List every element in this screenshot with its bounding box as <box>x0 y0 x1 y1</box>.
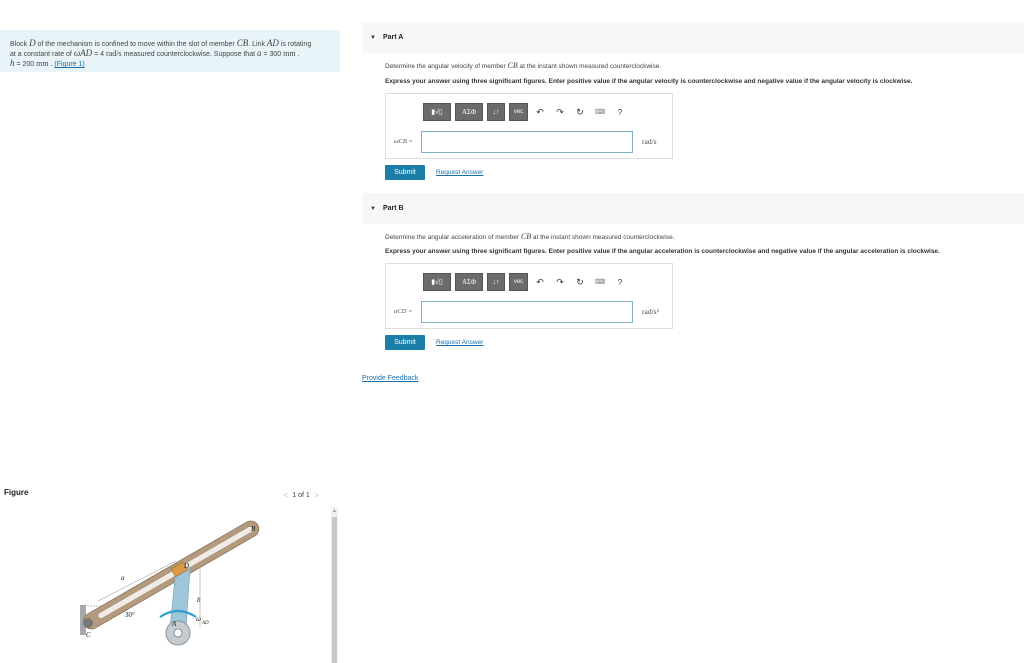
part-a-variable-label: ωCB = <box>394 138 413 145</box>
help-icon[interactable]: ? <box>617 277 623 287</box>
scroll-thumb[interactable] <box>332 517 337 663</box>
label-angle: 30° <box>125 611 135 619</box>
part-a-answer-input[interactable] <box>421 131 633 153</box>
pager-text: 1 of 1 <box>292 491 310 499</box>
part-b-math-toolbar <box>423 273 628 291</box>
scroll-up-icon[interactable]: ▲ <box>332 508 337 514</box>
collapse-triangle-icon: ▼ <box>370 205 376 212</box>
label-omega-sub: AD <box>202 621 209 626</box>
reset-icon[interactable]: ↻ <box>576 106 584 117</box>
undo-icon[interactable]: ↶ <box>536 106 544 117</box>
part-a-unit: rad/s <box>642 137 657 146</box>
part-a-header[interactable] <box>362 22 1024 53</box>
label-a-pin: A <box>172 620 177 628</box>
figure-link[interactable]: (Figure 1) <box>54 61 85 68</box>
greek-symbols-button[interactable]: ΑΣΦ <box>455 273 483 291</box>
label-omega: ω <box>196 615 201 623</box>
part-b-title: Part B <box>382 205 404 212</box>
subscript-superscript-button[interactable]: ↓↑ <box>487 273 505 291</box>
part-b-variable-label: αCD = <box>394 308 413 315</box>
mechanism-diagram <box>0 505 330 663</box>
greek-symbols-button[interactable]: ΑΣΦ <box>455 103 483 121</box>
part-b-submit-button[interactable]: Submit <box>385 335 425 350</box>
collapse-triangle-icon: ▼ <box>370 34 376 41</box>
redo-icon[interactable]: ↷ <box>556 276 564 287</box>
reset-icon[interactable]: ↻ <box>576 276 584 287</box>
part-a-question: Determine the angular velocity of member CB at the instant shown measured counterclockwise. <box>385 61 662 70</box>
pivot-a <box>174 629 182 637</box>
part-a-math-toolbar <box>423 103 628 121</box>
part-b-answer-input[interactable] <box>421 301 633 323</box>
part-a-answer-box <box>385 93 673 159</box>
label-b-dim: b <box>197 596 201 604</box>
part-b-instructions: Express your answer using three significant figures. Enter positive value if the angular acceleration is counterclockwise and negative value if the angular acceleration is clockwise. <box>385 248 940 255</box>
vector-button[interactable]: vec <box>509 273 528 291</box>
templates-button[interactable]: ▮√▯ <box>423 273 451 291</box>
figure-pager <box>283 490 319 500</box>
part-a-instructions: Express your answer using three significant figures. Enter positive value if the angular velocity is counterclockwise and negative value if the angular velocity is clockwise. <box>385 78 913 85</box>
mechanism-figure <box>0 505 330 663</box>
next-figure-button[interactable]: > <box>313 490 320 500</box>
label-c: C <box>86 631 91 639</box>
figure-header: Figure <box>4 488 29 497</box>
pin-c <box>83 618 93 628</box>
figure-scrollbar[interactable] <box>331 507 338 663</box>
label-b: B <box>251 525 256 533</box>
help-icon[interactable]: ? <box>617 107 623 117</box>
keyboard-icon[interactable]: ⌨ <box>594 279 606 286</box>
undo-icon[interactable]: ↶ <box>536 276 544 287</box>
part-b-answer-box <box>385 263 673 329</box>
part-a-request-answer-link[interactable]: Request Answer <box>436 169 484 176</box>
part-b-header[interactable] <box>362 193 1024 224</box>
redo-icon[interactable]: ↷ <box>556 106 564 117</box>
part-b-unit: rad/s² <box>642 307 659 316</box>
templates-button[interactable]: ▮√▯ <box>423 103 451 121</box>
vector-button[interactable]: vec <box>509 103 528 121</box>
part-a-title: Part A <box>382 34 404 41</box>
label-a-dim: a <box>121 574 125 582</box>
problem-text: Block D of the mechanism is confined to move within the slot of member CB. Link AD is rotating at a constant rate of ωAD = 4 rad/s measured counterclockwise. Suppose that a = 300 mm . h = 200 mm . <box>10 38 312 68</box>
keyboard-icon[interactable]: ⌨ <box>594 109 606 116</box>
part-b-question: Determine the angular acceleration of member CB at the instant shown measured counterclockwise. <box>385 232 675 241</box>
part-b-request-answer-link[interactable]: Request Answer <box>436 339 484 346</box>
prev-figure-button[interactable]: < <box>283 490 289 500</box>
part-a-submit-button[interactable]: Submit <box>385 165 425 180</box>
problem-statement <box>0 30 340 72</box>
subscript-superscript-button[interactable]: ↓↑ <box>487 103 505 121</box>
label-d: D <box>184 562 190 570</box>
provide-feedback-link[interactable]: Provide Feedback <box>362 375 419 382</box>
